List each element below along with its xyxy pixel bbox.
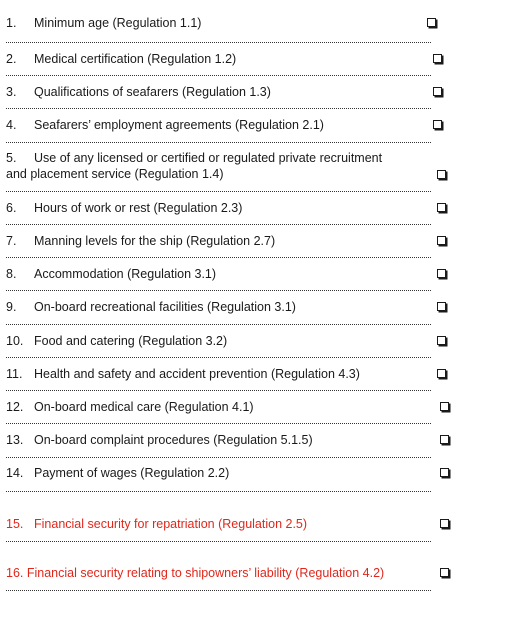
list-item: [6, 299, 296, 315]
checkbox-icon[interactable]: [437, 236, 446, 245]
checkbox-icon[interactable]: [440, 468, 449, 477]
item-number: 11.: [6, 367, 23, 381]
item-text: On-board complaint procedures (Regulation 5.1.5): [34, 433, 313, 447]
item-number: 15.: [6, 517, 24, 531]
list-item: [6, 51, 236, 67]
list-item: [6, 266, 216, 282]
item-text: Food and catering (Regulation 3.2): [34, 334, 228, 348]
checkbox-icon[interactable]: [433, 87, 442, 96]
item-number: 7.: [6, 234, 17, 248]
checkbox-icon[interactable]: [433, 120, 442, 129]
list-item: [6, 399, 254, 415]
list-item: [6, 366, 360, 382]
dotted-line: [6, 390, 431, 391]
checkbox-icon[interactable]: [440, 435, 449, 444]
list-item: [6, 150, 406, 182]
list-item: [6, 200, 242, 216]
item-number: 5.: [6, 151, 17, 165]
item-text: Minimum age (Regulation 1.1): [34, 16, 202, 30]
checkbox-icon[interactable]: [440, 568, 449, 577]
dotted-line: [6, 42, 431, 43]
item-text: 16. Financial security relating to shipowners’ liability (Regulation 4.2): [6, 566, 385, 580]
dotted-line: [6, 75, 431, 76]
item-text: Payment of wages (Regulation 2.2): [34, 466, 230, 480]
item-number: 13.: [6, 433, 24, 447]
item-text: Qualifications of seafarers (Regulation 1.3): [34, 85, 271, 99]
list-item: [6, 333, 227, 349]
dotted-line: [6, 191, 431, 192]
checkbox-icon[interactable]: [437, 302, 446, 311]
checkbox-icon[interactable]: [437, 269, 446, 278]
dotted-line: [6, 257, 431, 258]
item-number: 2.: [6, 52, 17, 66]
checkbox-icon[interactable]: [440, 402, 449, 411]
item-number: 8.: [6, 267, 17, 281]
item-text: Accommodation (Regulation 3.1): [34, 267, 217, 281]
dotted-line: [6, 457, 431, 458]
item-number: 4.: [6, 118, 17, 132]
dotted-line: [6, 491, 431, 492]
item-text: Seafarers’ employment agreements (Regulation 2.1): [34, 118, 324, 132]
list-item: [6, 465, 229, 481]
list-item: [6, 432, 313, 448]
item-number: 10.: [6, 334, 24, 348]
item-text: Manning levels for the ship (Regulation 2.7): [34, 234, 276, 248]
dotted-line: [6, 357, 431, 358]
list-item: [6, 117, 324, 133]
dotted-line: [6, 290, 431, 291]
item-number: 3.: [6, 85, 17, 99]
dotted-line: [6, 423, 431, 424]
item-number: 12.: [6, 400, 24, 414]
item-text-line1: Use of any licensed or certified or regulated private recruitment: [34, 151, 383, 165]
list-item: [6, 15, 201, 31]
item-text: Health and safety and accident prevention (Regulation 4.3): [34, 367, 360, 381]
item-text: Medical certification (Regulation 1.2): [34, 52, 237, 66]
dotted-line: [6, 590, 431, 591]
item-text: Hours of work or rest (Regulation 2.3): [34, 201, 243, 215]
checkbox-icon[interactable]: [433, 54, 442, 63]
dotted-line: [6, 142, 431, 143]
checkbox-icon[interactable]: [437, 170, 446, 179]
item-number: 9.: [6, 300, 17, 314]
dotted-line: [6, 108, 431, 109]
checkbox-icon[interactable]: [440, 519, 449, 528]
item-text: On-board recreational facilities (Regulation 3.1): [34, 300, 296, 314]
checkbox-icon[interactable]: [437, 203, 446, 212]
dotted-line: [6, 224, 431, 225]
list-item: [6, 565, 384, 581]
item-text: Financial security for repatriation (Regulation 2.5): [34, 517, 308, 531]
checkbox-icon[interactable]: [437, 336, 446, 345]
list-item: [6, 84, 271, 100]
checkbox-icon[interactable]: [427, 18, 436, 27]
list-item: [6, 233, 275, 249]
item-number: 14.: [6, 466, 24, 480]
checkbox-icon[interactable]: [437, 369, 446, 378]
item-number: 1.: [6, 16, 17, 30]
dotted-line: [6, 324, 431, 325]
list-item: [6, 516, 307, 532]
item-number: 6.: [6, 201, 17, 215]
item-text: On-board medical care (Regulation 4.1): [34, 400, 254, 414]
item-text-line2: and placement service (Regulation 1.4): [6, 167, 224, 181]
dotted-line: [6, 541, 431, 542]
